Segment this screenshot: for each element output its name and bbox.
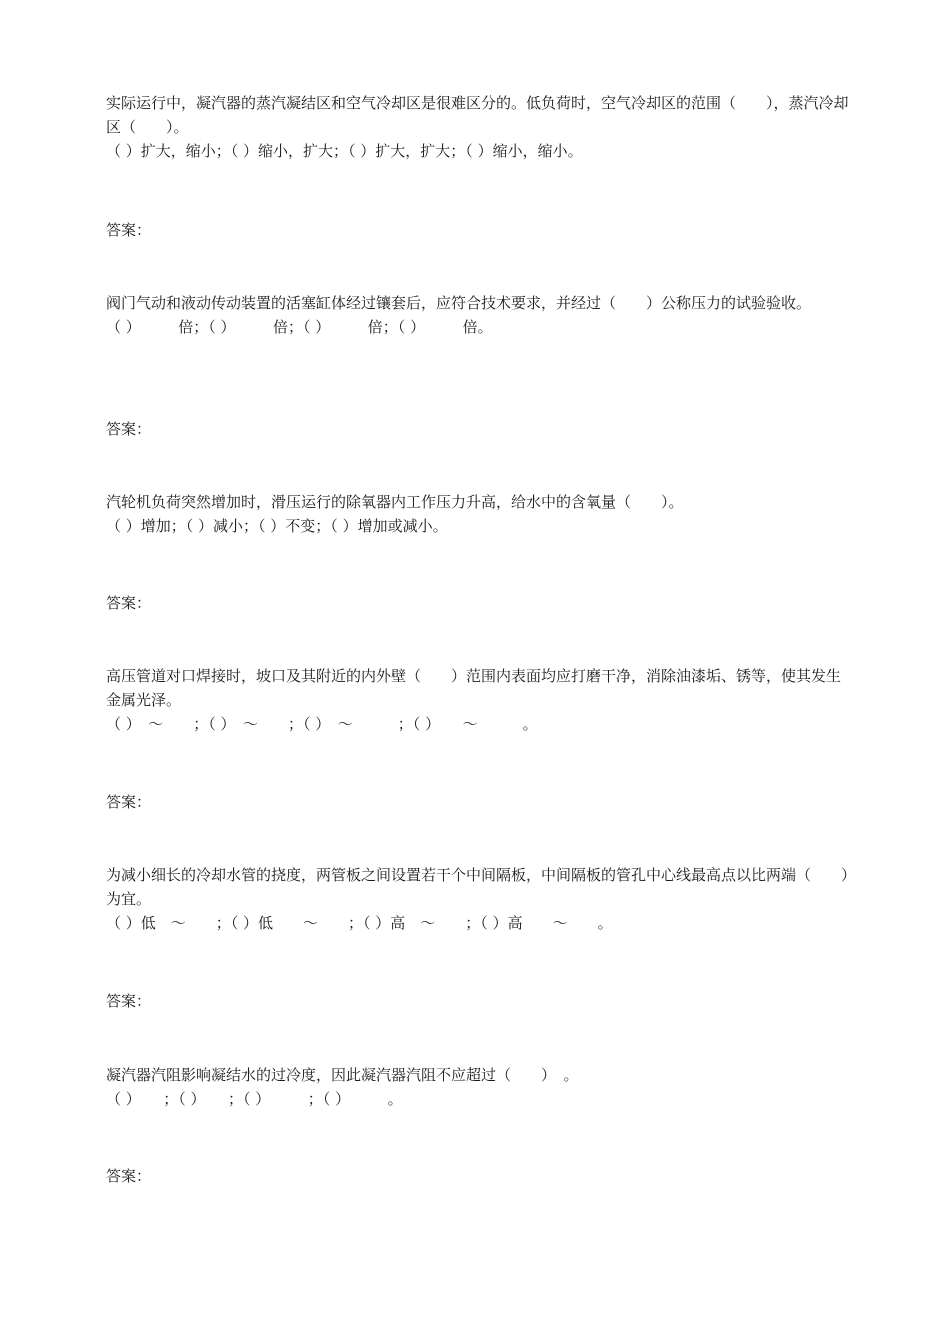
question-stem: 高压管道对口焊接时，坡口及其附近的内外壁（ ）范围内表面均应打磨干净，消除油漆垢、锈等，使其发生金属光泽。 (106, 667, 842, 709)
question-6 (106, 1063, 851, 1111)
question-2 (106, 291, 851, 339)
question-stem: 凝汽器汽阻影响凝结水的过冷度，因此凝汽器汽阻不应超过（ ） 。 (106, 1066, 579, 1084)
question-4 (106, 664, 851, 736)
answer-label: 答案： (106, 594, 152, 612)
answer-label: 答案： (106, 793, 152, 811)
question-options: （ ）扩大，缩小；（ ）缩小，扩大；（ ）扩大，扩大；（ ）缩小，缩小。 (106, 142, 583, 160)
question-options: （ ） 倍；（ ） 倍；（ ） 倍；（ ） 倍。 (106, 318, 493, 336)
question-stem: 实际运行中，凝汽器的蒸汽凝结区和空气冷却区是很难区分的。低负荷时，空气冷却区的范围（ ），蒸汽冷却区（ ）。 (106, 94, 849, 136)
question-options: （ ）增加；（ ）减小；（ ）不变；（ ）增加或减小。 (106, 517, 448, 535)
answer-label: 答案： (106, 1167, 152, 1185)
answer-label: 答案： (106, 992, 152, 1010)
answer-label: 答案： (106, 420, 152, 438)
question-options: （ ） ～ ；（ ） ～ ；（ ） ～ ；（ ） ～ 。 (106, 715, 538, 733)
question-3 (106, 490, 851, 538)
question-1 (106, 91, 851, 163)
question-stem: 为减小细长的冷却水管的挠度，两管板之间设置若干个中间隔板，中间隔板的管孔中心线最高点以比两端（ ）为宜。 (106, 866, 849, 908)
answer-label: 答案： (106, 221, 152, 239)
question-options: （ ） ；（ ） ；（ ） ；（ ） 。 (106, 1090, 403, 1108)
question-options: （ ）低 ～ ；（ ）低 ～ ；（ ）高 ～ ；（ ）高 ～ 。 (106, 914, 613, 932)
question-stem: 汽轮机负荷突然增加时，滑压运行的除氧器内工作压力升高，给水中的含氧量（ ）。 (106, 493, 684, 511)
question-5 (106, 863, 851, 935)
question-stem: 阀门气动和液动传动装置的活塞缸体经过镶套后，应符合技术要求，并经过（ ）公称压力的试验验收。 (106, 294, 812, 312)
